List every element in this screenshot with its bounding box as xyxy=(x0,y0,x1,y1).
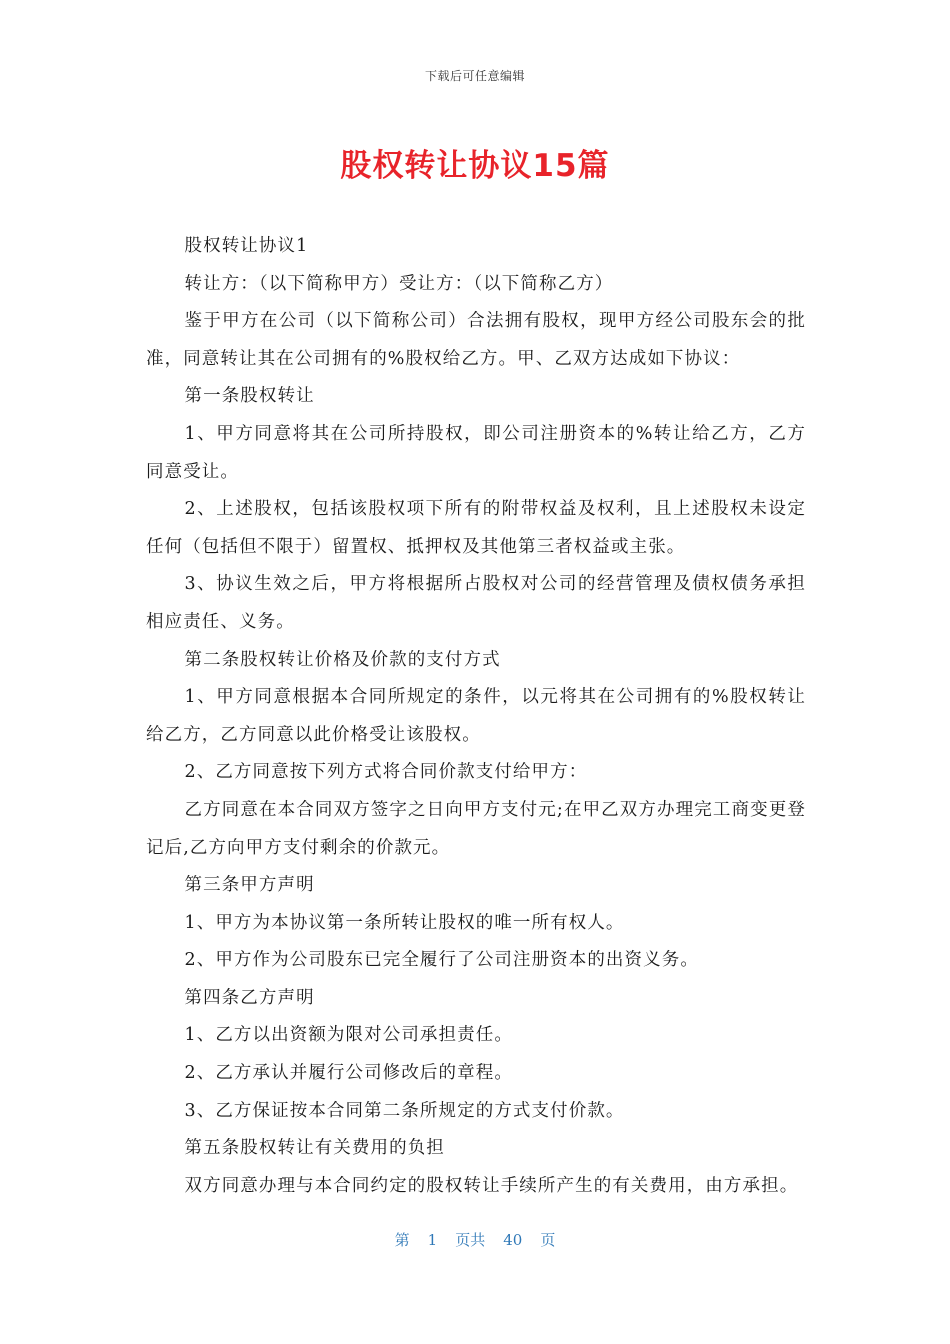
header-note: 下载后可任意编辑 xyxy=(424,69,525,83)
article-3-heading: 第三条甲方声明 xyxy=(184,875,315,896)
article-3-clause-2: 2、甲方作为公司股东已完全履行了公司注册资本的出资义务。 xyxy=(184,950,699,971)
article-4-clause-2: 2、乙方承认并履行公司修改后的章程。 xyxy=(184,1063,513,1084)
page-number: 1 xyxy=(427,1231,438,1249)
article-1-clause-2: 2、上述股权，包括该股权项下所有的附带权益及权利，且上述股权未设定任何（包括但不限于）留置权、抵押权及其他第三者权益或主张。 xyxy=(146,499,806,557)
page-middle: 页共 xyxy=(455,1231,486,1249)
document-body xyxy=(146,228,806,1205)
article-3-clause-1: 1、甲方为本协议第一条所转让股权的唯一所有权人。 xyxy=(184,912,625,933)
article-1-heading: 第一条股权转让 xyxy=(184,386,315,407)
page-prefix: 第 xyxy=(394,1231,410,1249)
article-1-clause-1: 1、甲方同意将其在公司所持股权，即公司注册资本的%转让给乙方，乙方同意受让。 xyxy=(146,423,806,482)
page-footer xyxy=(0,1229,950,1250)
paragraph-parties: 转让方：（以下简称甲方）受让方：（以下简称乙方） xyxy=(184,273,614,294)
article-2-payment-terms: 乙方同意在本合同双方签字之日向甲方支付元;在甲乙双方办理完工商变更登记后,乙方向甲方支付剩余的价款元。 xyxy=(146,799,806,858)
article-5-clause-1: 双方同意办理与本合同约定的股权转让手续所产生的有关费用，由方承担。 xyxy=(184,1175,799,1196)
article-4-clause-1: 1、乙方以出资额为限对公司承担责任。 xyxy=(184,1025,513,1046)
article-5-heading: 第五条股权转让有关费用的负担 xyxy=(184,1138,445,1159)
paragraph-heading-agreement: 股权转让协议1 xyxy=(184,236,309,256)
article-1-clause-3: 3、协议生效之后，甲方将根据所占股权对公司的经营管理及债权债务承担相应责任、义务。 xyxy=(146,574,806,632)
article-2-heading: 第二条股权转让价格及价款的支付方式 xyxy=(184,649,501,670)
article-4-clause-3: 3、乙方保证按本合同第二条所规定的方式支付价款。 xyxy=(184,1100,625,1121)
page-suffix: 页 xyxy=(540,1231,556,1249)
paragraph-preamble: 鉴于甲方在公司（以下简称公司）合法拥有股权，现甲方经公司股东会的批准，同意转让其在公司拥有的%股权给乙方。甲、乙双方达成如下协议： xyxy=(146,311,806,369)
article-4-heading: 第四条乙方声明 xyxy=(184,987,315,1008)
total-pages: 40 xyxy=(503,1231,523,1249)
article-2-clause-2: 2、乙方同意按下列方式将合同价款支付给甲方： xyxy=(184,762,588,783)
document-title: 股权转让协议15篇 xyxy=(340,148,610,184)
article-2-clause-1: 1、甲方同意根据本合同所规定的条件，以元将其在公司拥有的%股权转让给乙方，乙方同意以此价格受让该股权。 xyxy=(146,687,806,745)
